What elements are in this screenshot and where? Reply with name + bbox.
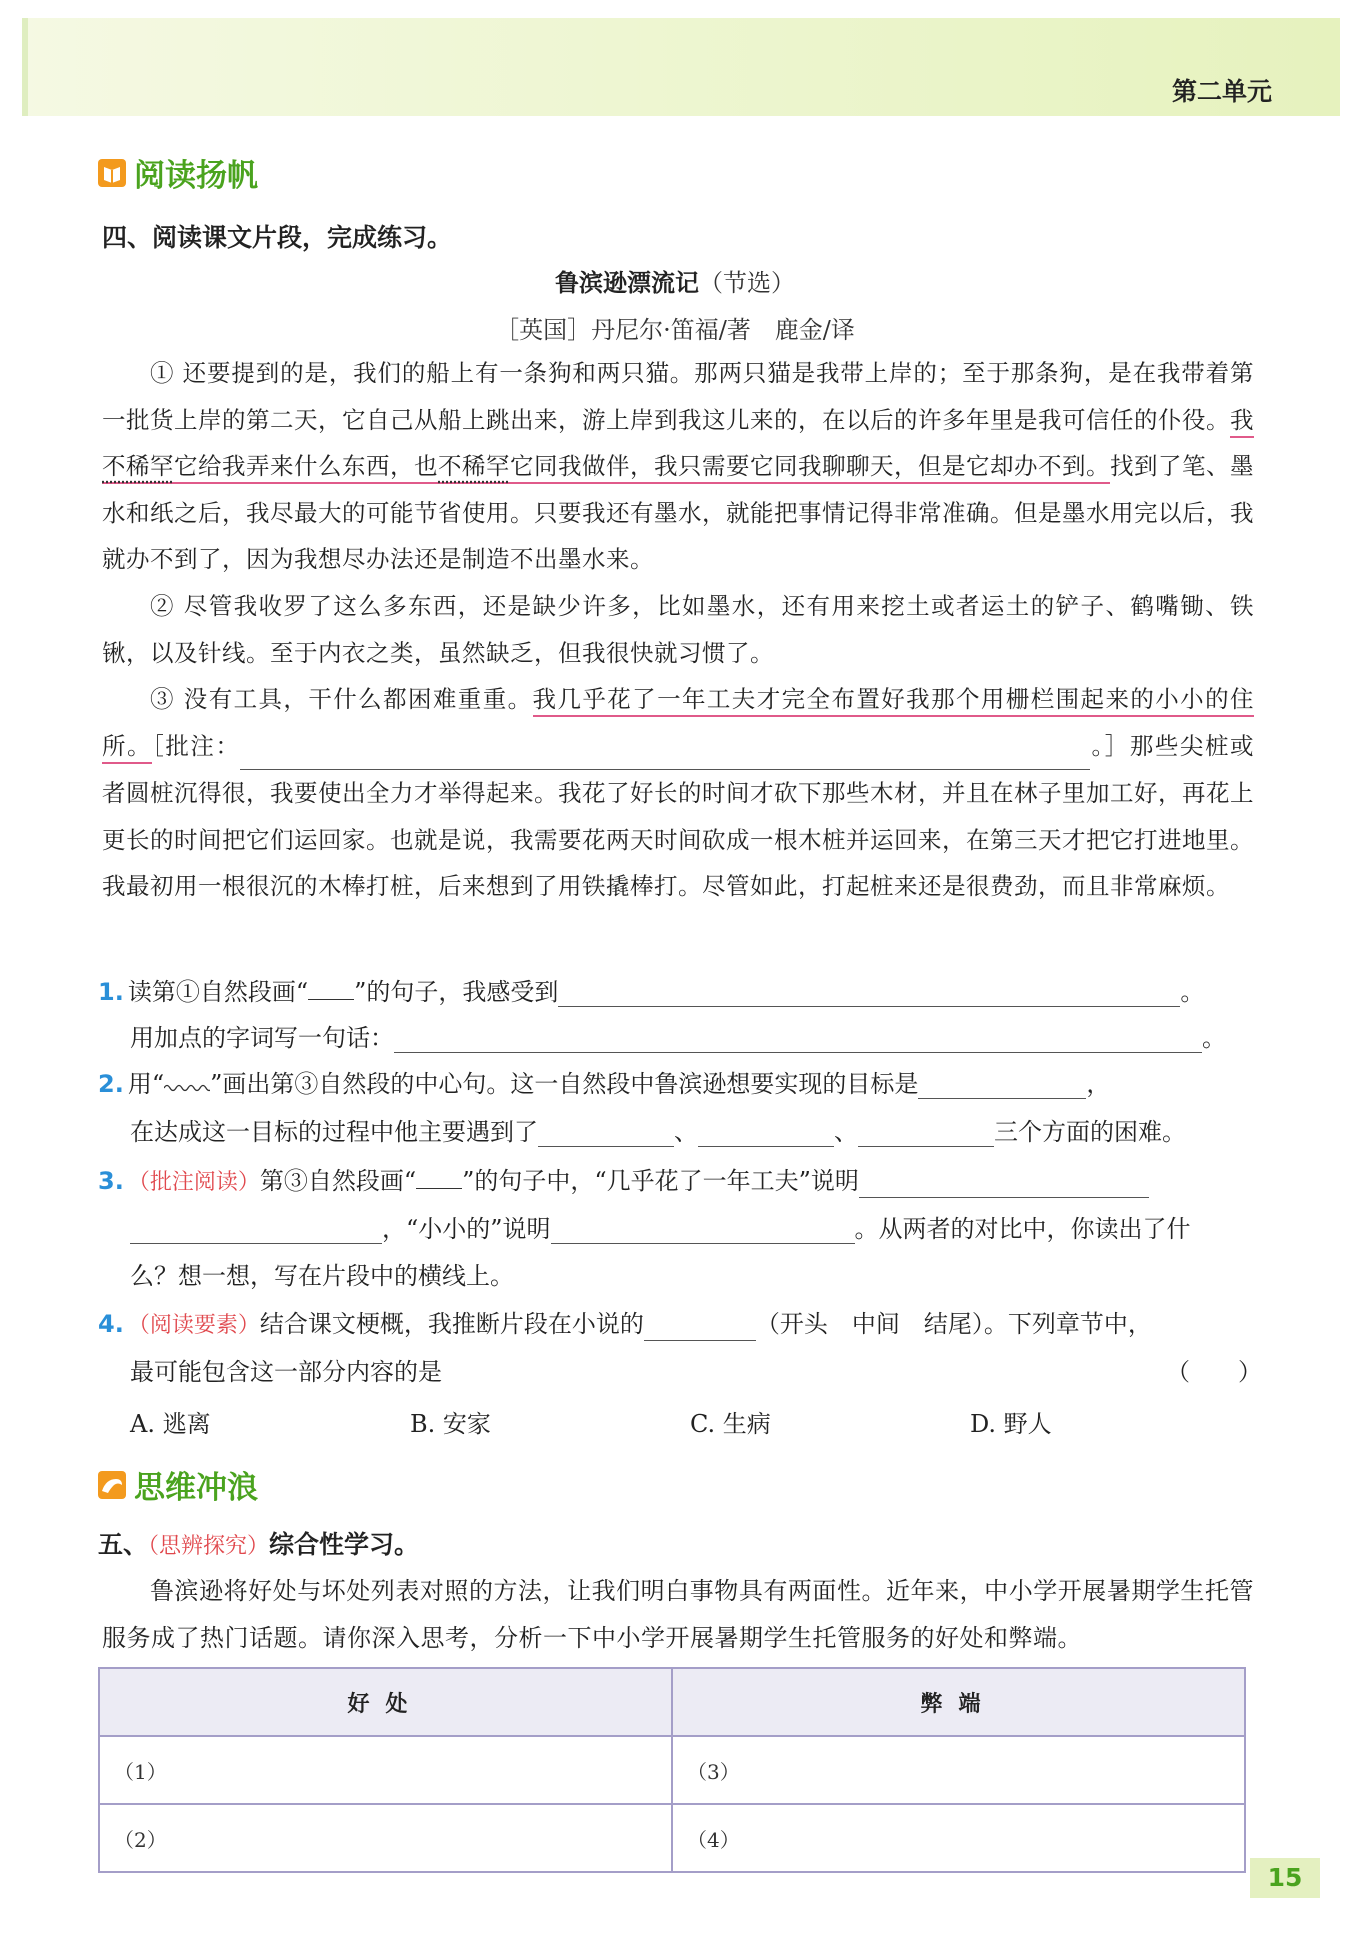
q3-blank-3[interactable] (551, 1217, 855, 1244)
table-row (99, 1736, 1245, 1804)
q2-difficulty-blank-3[interactable] (858, 1120, 994, 1147)
q2-line1 (98, 1069, 1110, 1099)
q5-prompt: 鲁滨逊将好处与坏处列表对照的方法，让我们明白事物具有两面性。近年来，中小学开展暑期学生托管服务成了热门话题。请你深入思考，分析一下中小学开展暑期学生托管服务的好处和弊端。 (102, 1577, 1254, 1652)
choice-d[interactable]: D. 野人 (970, 1410, 1052, 1438)
question4-heading: 四、阅读课文片段，完成练习。 (102, 223, 453, 252)
solid-line-symbol (308, 979, 354, 1000)
q2-sep-2: 、 (834, 1118, 858, 1146)
cell-pro-2[interactable]: （2） (99, 1804, 672, 1872)
q4-line1 (98, 1309, 1152, 1341)
q2-sep-1: 、 (674, 1118, 698, 1146)
annotation-close: 。］ (1090, 731, 1130, 760)
section-reading-header (98, 150, 258, 195)
table-row (99, 1804, 1245, 1872)
header-cons: 弊端 (672, 1668, 1245, 1736)
p1-underlined-sentence: 我不稀罕它给我弄来什么东西，也不稀罕它同我做伴，我只需要它同我聊聊天，但是它却办不到。 (102, 406, 1254, 485)
pros-cons-table (98, 1667, 1246, 1873)
cell-pro-1[interactable]: （1） (99, 1736, 672, 1804)
unit-label: 第二单元 (1171, 77, 1272, 106)
q2-goal-blank[interactable] (918, 1072, 1086, 1099)
q1-period-2: 。 (1202, 1024, 1226, 1052)
q3-text-2a: ，“小小的”说明 (382, 1215, 551, 1243)
q2-tail: 三个方面的困难。 (994, 1118, 1186, 1146)
q2-difficulty-blank-2[interactable] (698, 1120, 834, 1147)
q1-line2 (130, 1023, 1226, 1053)
choice-c[interactable]: C. 生病 (690, 1410, 771, 1438)
p1-text-b: 找到了笔、墨水和纸之后，我尽最大的可能节省使用。只要我还有墨水，就能把事情记得非常准确。但是墨水用完以后，我就办不到了，因为我想尽办法还是制造不出墨水来。 (102, 452, 1254, 573)
p1-text-a: ① 还要提到的是，我们的船上有一条狗和两只猫。那两只猫是我带上岸的；至于那条狗，是在我带着第一批货上岸的第二天，它自己从船上跳出来，游上岸到我这儿来的，在以后的许多年里是我可信任的仆役。 (102, 359, 1254, 434)
annotation-open: ［批注： (152, 731, 241, 760)
q4-text-a: 结合课文梗概，我推断片段在小说的 (259, 1310, 644, 1338)
q5-tag: （思辨探究） (148, 1534, 270, 1559)
question5-heading (98, 1525, 419, 1561)
q1-text-b: ”的句子，我感受到 (354, 978, 559, 1006)
q3-line1 (98, 1166, 1149, 1198)
q1-line1 (98, 977, 1204, 1007)
q3-blank-2[interactable] (130, 1217, 382, 1244)
choice-a[interactable]: A. 逃离 (130, 1410, 211, 1438)
q1-period: 。 (1180, 978, 1205, 1006)
p3-text-b: 那些尖桩或者圆桩沉得很，我要使出全力才举得起来。我花了好长的时间才砍下那些木材，并且在林子里加工好，再花上更长的时间把它们运回家。也就是说，我需要花两天时间砍成一根木桩并运回来，在第三天才把它打进地里。我最初用一根很沉的木棒打桩，后来想到了用铁撬棒打。尽管如此，打起桩来还是很费劲，而且非常麻烦。 (102, 731, 1255, 900)
section-thinking-header (98, 1462, 258, 1507)
q2-number: 2. (98, 1070, 124, 1098)
paragraph-2: ② 尽管我收罗了这么多东西，还是缺少许多，比如墨水，还有用来挖土或者运土的铲子、鹤嘴锄、铁锹，以及针线。至于内衣之类，虽然缺乏，但我很快就习惯了。 (102, 592, 1254, 667)
cell-con-1[interactable]: （3） (672, 1736, 1245, 1804)
q2-comma: ， (1086, 1070, 1111, 1098)
q3-blank-1[interactable] (859, 1171, 1149, 1198)
q5-num: 五、 (98, 1530, 149, 1559)
paragraph-3 (102, 676, 1254, 910)
q1-sentence-blank[interactable] (394, 1026, 1202, 1053)
q3-text-2b: 。从两者的对比中，你读出了什 (854, 1215, 1191, 1243)
solid-line-symbol-2 (416, 1168, 462, 1189)
q3-number: 3. (98, 1167, 124, 1195)
q2-text-a: 用“ (127, 1070, 165, 1098)
page-number: 15 (1250, 1858, 1320, 1898)
q4-tag: （阅读要素） (127, 1313, 260, 1338)
dotted-word-2: 不稀罕 (438, 452, 510, 480)
q2-text-b: ”画出第③自然段的中心句。这一自然段中鲁滨逊想要实现的目标是 (210, 1070, 919, 1098)
q1-text-a: 读第①自然段画“ (127, 978, 309, 1006)
cell-con-2[interactable]: （4） (672, 1804, 1245, 1872)
p3-text-a: ③ 没有工具，干什么都困难重重。 (150, 685, 533, 713)
q3-tag: （批注阅读） (127, 1170, 260, 1195)
q1-answer-blank[interactable] (558, 980, 1180, 1007)
section-reading-title: 阅读扬帆 (134, 158, 258, 194)
passage-title-main: 鲁滨逊漂流记 (555, 269, 699, 297)
q1-number: 1. (98, 978, 124, 1006)
q3-line2 (130, 1214, 1191, 1244)
section-thinking-title: 思维冲浪 (134, 1470, 258, 1506)
q4-text-b: （开头 中间 结尾）。下列章节中， (755, 1310, 1152, 1338)
header-pros: 好处 (99, 1668, 672, 1736)
wavy-line-symbol (164, 1082, 210, 1092)
q1-text-2: 用加点的字词写一句话： (130, 1024, 394, 1052)
q4-choices (130, 1404, 1250, 1439)
q3-line3: 么？想一想，写在片段中的横线上。 (130, 1262, 514, 1290)
wave-icon (98, 1471, 126, 1499)
header-band (22, 18, 1340, 116)
passage-author: ［英国］丹尼尔·笛福/著 鹿金/译 (495, 316, 855, 344)
choice-b[interactable]: B. 安家 (410, 1410, 491, 1438)
q2-text-2: 在达成这一目标的过程中他主要遇到了 (130, 1118, 538, 1146)
passage-title-sub: （节选） (699, 269, 795, 297)
q3-text-b: ”的句子中，“几乎花了一年工夫”说明 (462, 1167, 859, 1195)
passage-title (0, 263, 1350, 298)
book-icon (98, 159, 126, 187)
dotted-word-1: 不稀罕 (102, 452, 174, 480)
q4-number: 4. (98, 1310, 124, 1338)
q4-line2: 最可能包含这一部分内容的是 (130, 1358, 442, 1386)
q3-text-a: 第③自然段画“ (259, 1167, 417, 1195)
q2-line2 (130, 1117, 1186, 1147)
q4-answer-paren[interactable]: （ ） (1166, 1358, 1262, 1386)
table-header-row (99, 1668, 1245, 1736)
q5-heading-text: 综合性学习。 (269, 1530, 420, 1559)
q4-position-blank[interactable] (644, 1314, 756, 1341)
annotation-blank[interactable] (240, 743, 1090, 770)
q2-difficulty-blank-1[interactable] (538, 1120, 674, 1147)
paragraph-1 (102, 350, 1254, 583)
p3-underlined-sentence: 我几乎花了一年工夫才完全布置好我那个用栅栏围起来的小小的住所。 (102, 685, 1254, 764)
